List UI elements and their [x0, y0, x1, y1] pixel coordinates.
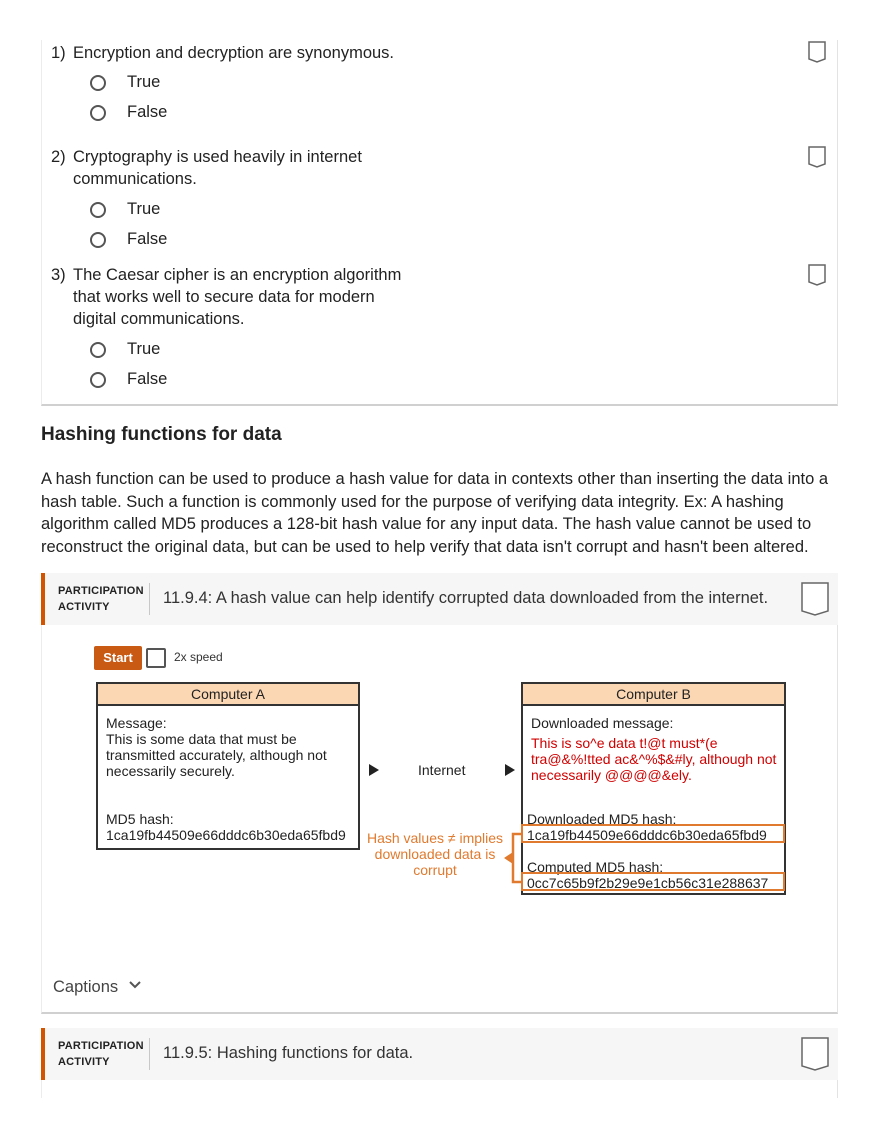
participation-activity-header [41, 1028, 838, 1080]
question-number: 1) [51, 44, 66, 62]
question-number: 2) [51, 148, 66, 166]
hash-value: 1ca19fb44509e66dddc6b30eda65fbd9 [106, 827, 346, 843]
question-number: 3) [51, 266, 66, 284]
message-label: Message: [106, 715, 167, 731]
section-heading: Hashing functions for data [41, 424, 282, 445]
captions-toggle[interactable]: Captions [53, 978, 119, 996]
computed-hash-value: 0cc7c65b9f2b29e9e1cb56c31e288637 [527, 875, 769, 891]
question-text: Cryptography is used heavily in internet communications. [73, 148, 362, 188]
downloaded-hash-highlight [521, 824, 785, 843]
bookmark-icon[interactable] [808, 146, 826, 168]
downloaded-hash-label: Downloaded MD5 hash: [527, 811, 677, 827]
corrupt-message-line: This is so^e data t!@t must*(e [531, 735, 718, 751]
activity-tag [58, 1038, 144, 1070]
option-label: False [127, 230, 168, 248]
radio-icon[interactable] [90, 342, 106, 358]
question-text: Encryption and decryption are synonymous. [73, 44, 395, 62]
hash-note-line: corrupt [413, 862, 457, 878]
activity-tag-line: ACTIVITY [58, 601, 110, 613]
corrupt-message-line: necessarily @@@@&ely. [531, 767, 692, 783]
play-arrow-icon [505, 764, 515, 776]
activity-body [41, 1080, 838, 1098]
radio-icon[interactable] [90, 232, 106, 248]
hash-label: MD5 hash: [106, 811, 174, 827]
bookmark-icon[interactable] [801, 1037, 829, 1071]
radio-icon[interactable] [90, 105, 106, 121]
option-label: True [127, 340, 161, 358]
divider [149, 583, 150, 615]
computer-a-title: Computer A [98, 684, 358, 706]
option-label: True [127, 73, 161, 91]
hash-note-line: downloaded data is [374, 846, 496, 862]
computer-b-box [521, 682, 786, 895]
accent-bar [41, 573, 45, 625]
radio-icon[interactable] [90, 75, 106, 91]
hash-note-line: Hash values ≠ implies [366, 830, 504, 846]
option-label: True [127, 200, 161, 218]
activity-title: 11.9.5: Hashing functions for data. [163, 1044, 414, 1062]
option-label: False [127, 370, 168, 388]
computed-hash-label: Computed MD5 hash: [527, 859, 664, 875]
participation-activity-header [41, 573, 838, 625]
bookmark-icon[interactable] [808, 41, 826, 63]
activity-tag-line: ACTIVITY [58, 1056, 110, 1068]
question-set-card [41, 40, 838, 406]
activity-tag-line: PARTICIPATION [58, 585, 144, 597]
message-line: This is some data that must be [106, 731, 297, 747]
radio-icon[interactable] [90, 372, 106, 388]
activity-tag [58, 583, 144, 615]
activity-title: 11.9.4: A hash value can help identify corrupted data downloaded from the internet. [163, 589, 769, 607]
downloaded-hash-value: 1ca19fb44509e66dddc6b30eda65fbd9 [527, 827, 767, 843]
bookmark-icon[interactable] [808, 264, 826, 286]
divider [149, 1038, 150, 1070]
activity-tag-line: PARTICIPATION [58, 1040, 144, 1052]
chevron-down-icon[interactable] [128, 980, 142, 990]
option-label: False [127, 103, 168, 121]
computer-b-title: Computer B [523, 684, 784, 706]
downloaded-message-label: Downloaded message: [531, 715, 674, 731]
speed-label: 2x speed [174, 650, 223, 664]
computed-hash-highlight [521, 872, 785, 891]
question-text: The Caesar cipher is an encryption algorithm that works well to secure data for modern digital communications. [73, 266, 402, 328]
message-line: necessarily securely. [106, 763, 235, 779]
corrupt-message-line: tra@&%!tted ac&^%$&#ly, although not [531, 751, 777, 767]
section-paragraph: A hash function can be used to produce a hash value for data in contexts other than inserting the data into a hash table. Such a function is commonly used for the purpose of verifying data integrity. Ex: A hashing algorithm called MD5 produces a 128-bit hash value for any input data. The hash value cannot be used to reconstruct the original data, but can be used to help verify that data isn't corrupt and hasn't been altered. [41, 470, 829, 556]
internet-label: Internet [418, 762, 466, 778]
computer-a-box [96, 682, 360, 850]
radio-icon[interactable] [90, 202, 106, 218]
bookmark-icon[interactable] [801, 582, 829, 616]
play-arrow-icon [369, 764, 379, 776]
start-button[interactable]: Start [94, 646, 142, 670]
speed-checkbox[interactable] [146, 648, 166, 668]
message-line: transmitted accurately, although not [106, 747, 327, 763]
accent-bar [41, 1028, 45, 1080]
